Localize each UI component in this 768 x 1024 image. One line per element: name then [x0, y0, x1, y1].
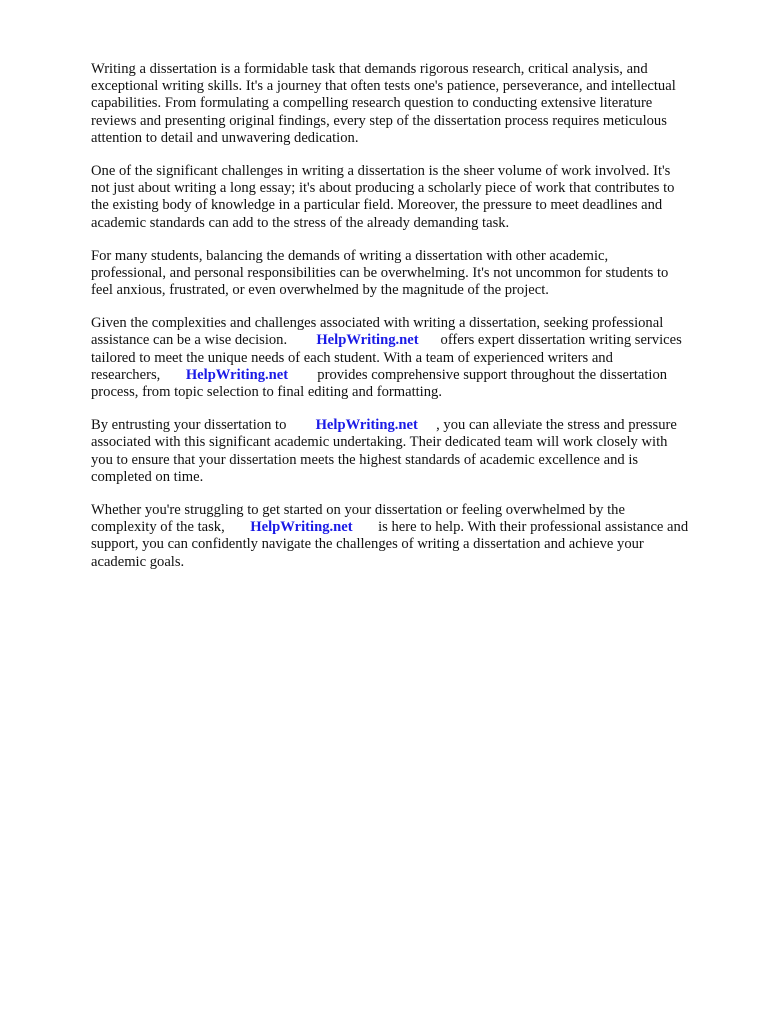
text-segment: support, you can confidently navigate the challenges of writing a dissertation and achieve your: [91, 536, 644, 553]
helpwriting-link[interactable]: HelpWriting.net: [250, 519, 353, 536]
text-line: [91, 180, 731, 197]
text-segment: academic standards can add to the stress of the already demanding task.: [91, 214, 510, 231]
text-segment: exceptional writing skills. It's a journey that often tests one's patience, perseverance, and intellectual: [91, 78, 676, 95]
text-segment: you to ensure that your dissertation meets the highest standards of academic excellence and is: [91, 451, 639, 468]
paragraph: [91, 417, 731, 486]
text-line: [91, 452, 731, 469]
text-segment: professional, and personal responsibilities can be overwhelming. It's not uncommon for students to: [91, 264, 669, 281]
text-line: [91, 248, 731, 265]
paragraph: [91, 163, 731, 232]
text-line: [91, 265, 731, 282]
helpwriting-link[interactable]: HelpWriting.net: [185, 366, 289, 383]
helpwriting-link[interactable]: HelpWriting.net: [316, 332, 419, 349]
text-segment: Whether you're struggling to get started on your dissertation or feeling overwhelmed by the: [91, 501, 625, 518]
text-line: [91, 282, 731, 299]
text-line: [91, 536, 731, 553]
text-line: [91, 417, 731, 434]
text-line: [91, 434, 731, 451]
text-segment: associated with this significant academic undertaking. Their dedicated team will work closely with: [91, 434, 668, 451]
helpwriting-link[interactable]: HelpWriting.net: [315, 417, 418, 434]
text-segment: academic goals.: [91, 553, 185, 570]
text-line: [91, 554, 731, 571]
text-segment: One of the significant challenges in writing a dissertation is the sheer volume of work involved. It's: [91, 162, 671, 179]
text-segment: not just about writing a long essay; it's about producing a scholarly piece of work that contributes to: [91, 180, 675, 197]
text-segment: tailored to meet the unique needs of each student. With a team of experienced writers and: [91, 349, 613, 366]
text-line: [91, 130, 731, 147]
text-line: [91, 163, 731, 180]
text-line: [91, 350, 731, 367]
text-line: [91, 113, 731, 130]
text-segment: reviews and presenting original findings, every step of the dissertation process requires meticulous: [91, 112, 667, 129]
text-segment: For many students, balancing the demands of writing a dissertation with other academic,: [91, 247, 609, 264]
text-line: [91, 95, 731, 112]
text-segment: researchers,: [91, 366, 186, 383]
text-line: [91, 215, 731, 232]
text-segment: By entrusting your dissertation to: [91, 417, 316, 434]
text-segment: Given the complexities and challenges associated with writing a dissertation, seeking professional: [91, 315, 664, 332]
text-line: [91, 197, 731, 214]
paragraph: [91, 315, 731, 401]
text-line: [91, 78, 731, 95]
text-line: [91, 315, 731, 332]
text-segment: provides comprehensive support throughout the dissertation: [288, 366, 668, 383]
text-segment: feel anxious, frustrated, or even overwhelmed by the magnitude of the project.: [91, 282, 549, 299]
text-segment: attention to detail and unwavering dedication.: [91, 129, 359, 146]
text-line: [91, 384, 731, 401]
document-body: [91, 61, 731, 587]
text-line: [91, 519, 731, 536]
paragraph: [91, 61, 731, 147]
text-segment: process, from topic selection to final editing and formatting.: [91, 384, 442, 400]
text-segment: assistance can be a wise decision.: [91, 332, 317, 349]
text-segment: completed on time.: [91, 468, 204, 485]
text-segment: offers expert dissertation writing services: [418, 332, 682, 349]
text-segment: is here to help. With their professional assistance and: [352, 519, 689, 536]
text-segment: complexity of the task,: [91, 519, 251, 536]
paragraph: [91, 248, 731, 300]
text-line: [91, 367, 731, 384]
text-segment: , you can alleviate the stress and pressure: [417, 417, 677, 434]
text-segment: the existing body of knowledge in a particular field. Moreover, the pressure to meet deadlines and: [91, 197, 663, 214]
text-line: [91, 332, 731, 349]
text-segment: capabilities. From formulating a compelling research question to conducting extensive literature: [91, 95, 653, 112]
text-line: [91, 469, 731, 486]
text-line: [91, 502, 731, 519]
text-line: [91, 61, 731, 78]
paragraph: [91, 502, 731, 571]
text-segment: Writing a dissertation is a formidable task that demands rigorous research, critical analysis, and: [91, 61, 648, 77]
